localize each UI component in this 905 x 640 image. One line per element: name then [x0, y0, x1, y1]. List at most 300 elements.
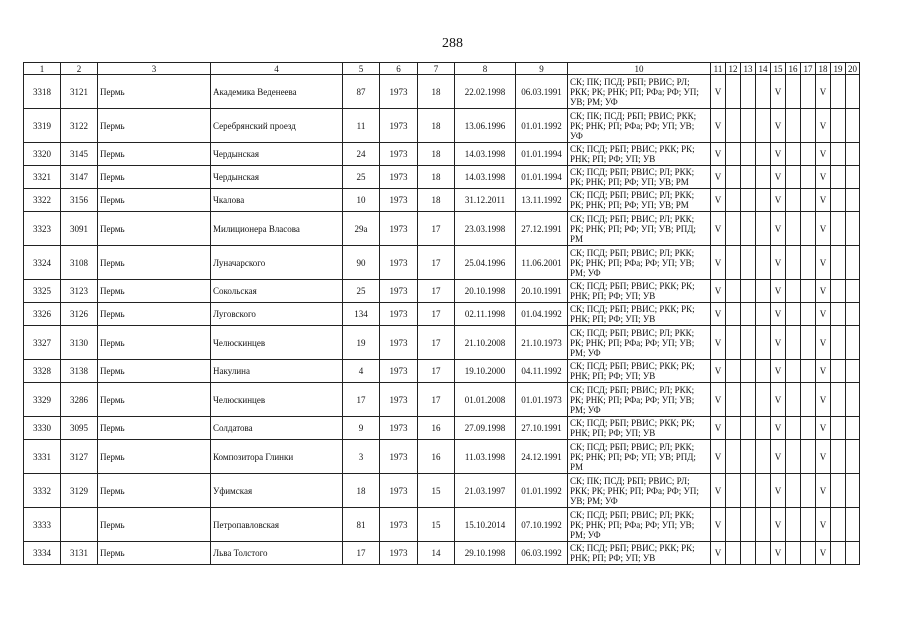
cell-mark-17	[801, 166, 816, 189]
cell-house-number: 19	[343, 326, 380, 360]
cell-house-number: 3	[343, 440, 380, 474]
cell-mark-13	[741, 109, 756, 143]
cell-codes: СК; ПСД; РБП; РВИС; РКК; РК; РНК; РП; РФ; УП; УВ	[568, 303, 711, 326]
cell-date-2: 11.06.2001	[516, 246, 568, 280]
cell-mark-20	[846, 417, 860, 440]
cell-mark-13	[741, 417, 756, 440]
cell-date-2: 01.01.1992	[516, 109, 568, 143]
cell-street: Льва Толстого	[211, 542, 343, 565]
cell-mark-19	[831, 508, 846, 542]
cell-mark-18: V	[816, 474, 831, 508]
column-header-6: 6	[380, 63, 418, 75]
cell-street: Сокольская	[211, 280, 343, 303]
cell-mark-14	[756, 212, 771, 246]
cell-mark-12	[726, 75, 741, 109]
table-row	[24, 212, 860, 246]
cell-mark-12	[726, 212, 741, 246]
column-header-5: 5	[343, 63, 380, 75]
cell-codes: СК; ПСД; РБП; РВИС; РЛ; РКК; РК; РНК; РП; РФа; РФ; УП; УВ; РМ; УФ	[568, 508, 711, 542]
cell-row-number: 3330	[24, 417, 61, 440]
cell-mark-13	[741, 440, 756, 474]
cell-mark-14	[756, 109, 771, 143]
cell-house-number: 17	[343, 383, 380, 417]
cell-mark-14	[756, 246, 771, 280]
cell-mark-16	[786, 360, 801, 383]
cell-house-number: 25	[343, 280, 380, 303]
cell-mark-17	[801, 474, 816, 508]
column-header-11: 11	[711, 63, 726, 75]
column-header-7: 7	[418, 63, 455, 75]
cell-year: 1973	[380, 212, 418, 246]
cell-mark-18: V	[816, 143, 831, 166]
cell-codes: СК; ПСД; РБП; РВИС; РЛ; РКК; РК; РНК; РП; РФа; РФ; УП; УВ; РМ; УФ	[568, 246, 711, 280]
cell-column-7-value: 15	[418, 474, 455, 508]
cell-mark-15: V	[771, 440, 786, 474]
cell-mark-12	[726, 303, 741, 326]
cell-date-1: 01.01.2008	[455, 383, 516, 417]
cell-city: Пермь	[98, 166, 211, 189]
cell-mark-12	[726, 143, 741, 166]
cell-mark-14	[756, 326, 771, 360]
cell-mark-16	[786, 383, 801, 417]
cell-codes: СК; ПК; ПСД; РБП; РВИС; РЛ; РКК; РК; РНК; РП; РФа; РФ; УП; УВ; РМ; УФ	[568, 474, 711, 508]
cell-mark-16	[786, 508, 801, 542]
column-header-1: 1	[24, 63, 61, 75]
cell-mark-16	[786, 440, 801, 474]
cell-date-1: 21.10.2008	[455, 326, 516, 360]
cell-row-number: 3318	[24, 75, 61, 109]
cell-mark-19	[831, 360, 846, 383]
cell-column-7-value: 17	[418, 280, 455, 303]
cell-mark-18: V	[816, 166, 831, 189]
cell-mark-13	[741, 383, 756, 417]
cell-record-id: 3095	[61, 417, 98, 440]
registry-table	[23, 62, 860, 565]
cell-mark-14	[756, 280, 771, 303]
cell-row-number: 3322	[24, 189, 61, 212]
cell-column-7-value: 17	[418, 326, 455, 360]
cell-record-id: 3156	[61, 189, 98, 212]
cell-mark-17	[801, 280, 816, 303]
cell-codes: СК; ПСД; РБП; РВИС; РЛ; РКК; РК; РНК; РП; РФ; УП; УВ; РПД; РМ	[568, 440, 711, 474]
cell-mark-18: V	[816, 326, 831, 360]
cell-date-1: 27.09.1998	[455, 417, 516, 440]
cell-mark-19	[831, 189, 846, 212]
cell-street: Композитора Глинки	[211, 440, 343, 474]
cell-column-7-value: 18	[418, 75, 455, 109]
cell-city: Пермь	[98, 280, 211, 303]
cell-mark-12	[726, 189, 741, 212]
cell-mark-14	[756, 360, 771, 383]
cell-mark-14	[756, 542, 771, 565]
cell-house-number: 17	[343, 542, 380, 565]
cell-mark-18: V	[816, 542, 831, 565]
cell-mark-16	[786, 280, 801, 303]
cell-record-id: 3131	[61, 542, 98, 565]
cell-row-number: 3327	[24, 326, 61, 360]
cell-mark-17	[801, 189, 816, 212]
cell-mark-13	[741, 303, 756, 326]
cell-mark-15: V	[771, 417, 786, 440]
cell-row-number: 3329	[24, 383, 61, 417]
cell-date-2: 01.01.1992	[516, 474, 568, 508]
cell-mark-15: V	[771, 189, 786, 212]
column-header-9: 9	[516, 63, 568, 75]
cell-row-number: 3319	[24, 109, 61, 143]
cell-row-number: 3332	[24, 474, 61, 508]
cell-date-1: 02.11.1998	[455, 303, 516, 326]
cell-column-7-value: 15	[418, 508, 455, 542]
cell-mark-12	[726, 280, 741, 303]
cell-mark-18: V	[816, 440, 831, 474]
cell-mark-13	[741, 326, 756, 360]
cell-mark-14	[756, 75, 771, 109]
cell-date-1: 13.06.1996	[455, 109, 516, 143]
cell-mark-12	[726, 417, 741, 440]
cell-mark-19	[831, 417, 846, 440]
cell-mark-20	[846, 440, 860, 474]
cell-year: 1973	[380, 189, 418, 212]
cell-mark-15: V	[771, 109, 786, 143]
cell-mark-12	[726, 360, 741, 383]
cell-mark-11: V	[711, 383, 726, 417]
cell-column-7-value: 18	[418, 189, 455, 212]
cell-city: Пермь	[98, 212, 211, 246]
cell-mark-18: V	[816, 360, 831, 383]
table-row	[24, 303, 860, 326]
cell-mark-18: V	[816, 417, 831, 440]
cell-record-id: 3147	[61, 166, 98, 189]
cell-mark-18: V	[816, 508, 831, 542]
cell-mark-16	[786, 303, 801, 326]
cell-year: 1973	[380, 474, 418, 508]
cell-year: 1973	[380, 280, 418, 303]
cell-mark-11: V	[711, 417, 726, 440]
cell-mark-17	[801, 109, 816, 143]
table-row	[24, 383, 860, 417]
cell-mark-13	[741, 360, 756, 383]
cell-date-2: 01.01.1994	[516, 166, 568, 189]
cell-date-2: 27.10.1991	[516, 417, 568, 440]
column-header-12: 12	[726, 63, 741, 75]
cell-column-7-value: 14	[418, 542, 455, 565]
cell-city: Пермь	[98, 189, 211, 212]
cell-codes: СК; ПСД; РБП; РВИС; РКК; РК; РНК; РП; РФ; УП; УВ	[568, 417, 711, 440]
cell-record-id: 3286	[61, 383, 98, 417]
cell-year: 1973	[380, 75, 418, 109]
cell-mark-13	[741, 280, 756, 303]
cell-mark-16	[786, 75, 801, 109]
cell-column-7-value: 18	[418, 109, 455, 143]
table-row	[24, 109, 860, 143]
cell-mark-11: V	[711, 474, 726, 508]
cell-mark-19	[831, 75, 846, 109]
cell-mark-11: V	[711, 143, 726, 166]
cell-year: 1973	[380, 440, 418, 474]
cell-date-1: 14.03.1998	[455, 166, 516, 189]
cell-mark-15: V	[771, 474, 786, 508]
cell-mark-18: V	[816, 303, 831, 326]
cell-year: 1973	[380, 303, 418, 326]
cell-mark-18: V	[816, 212, 831, 246]
cell-house-number: 90	[343, 246, 380, 280]
table-row	[24, 75, 860, 109]
cell-mark-19	[831, 303, 846, 326]
cell-mark-14	[756, 143, 771, 166]
cell-mark-11: V	[711, 109, 726, 143]
table-row	[24, 474, 860, 508]
cell-mark-11: V	[711, 508, 726, 542]
cell-mark-12	[726, 383, 741, 417]
cell-mark-19	[831, 440, 846, 474]
cell-mark-14	[756, 474, 771, 508]
cell-mark-12	[726, 246, 741, 280]
cell-year: 1973	[380, 326, 418, 360]
cell-mark-15: V	[771, 383, 786, 417]
cell-row-number: 3326	[24, 303, 61, 326]
cell-mark-13	[741, 212, 756, 246]
cell-year: 1973	[380, 109, 418, 143]
cell-codes: СК; ПК; ПСД; РБП; РВИС; РКК; РК; РНК; РП; РФа; РФ; УП; УВ; УФ	[568, 109, 711, 143]
cell-codes: СК; ПК; ПСД; РБП; РВИС; РЛ; РКК; РК; РНК; РП; РФа; РФ; УП; УВ; РМ; УФ	[568, 75, 711, 109]
cell-row-number: 3333	[24, 508, 61, 542]
cell-city: Пермь	[98, 508, 211, 542]
cell-street: Чердынская	[211, 166, 343, 189]
cell-mark-14	[756, 508, 771, 542]
table-row	[24, 143, 860, 166]
cell-mark-13	[741, 508, 756, 542]
cell-mark-11: V	[711, 440, 726, 474]
cell-street: Серебрянский проезд	[211, 109, 343, 143]
cell-mark-14	[756, 166, 771, 189]
cell-mark-20	[846, 109, 860, 143]
table-row	[24, 360, 860, 383]
cell-mark-17	[801, 75, 816, 109]
cell-mark-20	[846, 508, 860, 542]
cell-mark-18: V	[816, 246, 831, 280]
cell-mark-18: V	[816, 109, 831, 143]
cell-record-id: 3126	[61, 303, 98, 326]
cell-mark-17	[801, 326, 816, 360]
cell-column-7-value: 18	[418, 143, 455, 166]
table-row	[24, 417, 860, 440]
cell-row-number: 3331	[24, 440, 61, 474]
cell-date-1: 29.10.1998	[455, 542, 516, 565]
column-header-3: 3	[98, 63, 211, 75]
cell-mark-20	[846, 383, 860, 417]
cell-mark-15: V	[771, 143, 786, 166]
cell-mark-18: V	[816, 75, 831, 109]
cell-record-id: 3122	[61, 109, 98, 143]
cell-year: 1973	[380, 246, 418, 280]
cell-mark-17	[801, 383, 816, 417]
cell-mark-19	[831, 246, 846, 280]
cell-mark-20	[846, 280, 860, 303]
column-header-20: 20	[846, 63, 860, 75]
cell-record-id: 3138	[61, 360, 98, 383]
cell-record-id: 3145	[61, 143, 98, 166]
cell-house-number: 18	[343, 474, 380, 508]
cell-mark-17	[801, 440, 816, 474]
cell-mark-17	[801, 143, 816, 166]
cell-city: Пермь	[98, 326, 211, 360]
cell-year: 1973	[380, 143, 418, 166]
cell-mark-15: V	[771, 246, 786, 280]
cell-street: Луначарского	[211, 246, 343, 280]
cell-record-id: 3129	[61, 474, 98, 508]
cell-mark-20	[846, 303, 860, 326]
cell-mark-15: V	[771, 75, 786, 109]
cell-city: Пермь	[98, 542, 211, 565]
cell-mark-12	[726, 508, 741, 542]
cell-date-1: 21.03.1997	[455, 474, 516, 508]
table-row	[24, 326, 860, 360]
cell-codes: СК; ПСД; РБП; РВИС; РКК; РК; РНК; РП; РФ; УП; УВ	[568, 143, 711, 166]
cell-mark-15: V	[771, 542, 786, 565]
cell-year: 1973	[380, 508, 418, 542]
cell-mark-20	[846, 166, 860, 189]
cell-house-number: 87	[343, 75, 380, 109]
cell-mark-20	[846, 326, 860, 360]
cell-city: Пермь	[98, 360, 211, 383]
cell-mark-11: V	[711, 542, 726, 565]
column-header-10: 10	[568, 63, 711, 75]
cell-row-number: 3323	[24, 212, 61, 246]
cell-row-number: 3328	[24, 360, 61, 383]
cell-record-id: 3123	[61, 280, 98, 303]
cell-date-2: 27.12.1991	[516, 212, 568, 246]
cell-street: Солдатова	[211, 417, 343, 440]
cell-date-1: 20.10.1998	[455, 280, 516, 303]
cell-mark-11: V	[711, 280, 726, 303]
cell-house-number: 9	[343, 417, 380, 440]
cell-year: 1973	[380, 542, 418, 565]
cell-street: Челюскинцев	[211, 326, 343, 360]
cell-date-2: 04.11.1992	[516, 360, 568, 383]
column-header-2: 2	[61, 63, 98, 75]
cell-street: Уфимская	[211, 474, 343, 508]
table-row	[24, 166, 860, 189]
cell-mark-13	[741, 246, 756, 280]
table-body	[24, 75, 860, 565]
cell-date-2: 01.01.1973	[516, 383, 568, 417]
cell-mark-16	[786, 326, 801, 360]
cell-codes: СК; ПСД; РБП; РВИС; РКК; РК; РНК; РП; РФ; УП; УВ	[568, 280, 711, 303]
cell-house-number: 134	[343, 303, 380, 326]
cell-house-number: 25	[343, 166, 380, 189]
cell-mark-12	[726, 474, 741, 508]
cell-city: Пермь	[98, 143, 211, 166]
cell-mark-11: V	[711, 189, 726, 212]
cell-mark-19	[831, 212, 846, 246]
cell-mark-13	[741, 143, 756, 166]
cell-street: Челюскинцев	[211, 383, 343, 417]
cell-date-2: 06.03.1992	[516, 542, 568, 565]
column-header-18: 18	[816, 63, 831, 75]
cell-date-2: 07.10.1992	[516, 508, 568, 542]
cell-mark-12	[726, 166, 741, 189]
cell-mark-19	[831, 280, 846, 303]
cell-row-number: 3325	[24, 280, 61, 303]
cell-date-1: 31.12.2011	[455, 189, 516, 212]
cell-mark-14	[756, 440, 771, 474]
cell-street: Чкалова	[211, 189, 343, 212]
cell-house-number: 24	[343, 143, 380, 166]
cell-column-7-value: 16	[418, 417, 455, 440]
cell-column-7-value: 17	[418, 303, 455, 326]
cell-mark-12	[726, 109, 741, 143]
cell-mark-13	[741, 166, 756, 189]
cell-mark-11: V	[711, 212, 726, 246]
cell-mark-11: V	[711, 303, 726, 326]
cell-city: Пермь	[98, 474, 211, 508]
cell-mark-11: V	[711, 360, 726, 383]
cell-date-2: 20.10.1991	[516, 280, 568, 303]
cell-mark-14	[756, 189, 771, 212]
cell-mark-16	[786, 166, 801, 189]
cell-record-id: 3108	[61, 246, 98, 280]
cell-date-1: 25.04.1996	[455, 246, 516, 280]
column-header-15: 15	[771, 63, 786, 75]
cell-date-2: 21.10.1973	[516, 326, 568, 360]
cell-mark-17	[801, 417, 816, 440]
cell-date-1: 14.03.1998	[455, 143, 516, 166]
table-row	[24, 246, 860, 280]
cell-mark-15: V	[771, 303, 786, 326]
cell-mark-12	[726, 542, 741, 565]
cell-year: 1973	[380, 417, 418, 440]
cell-mark-16	[786, 109, 801, 143]
cell-street: Петропавловская	[211, 508, 343, 542]
table-row	[24, 542, 860, 565]
cell-street: Милиционера Власова	[211, 212, 343, 246]
cell-mark-15: V	[771, 326, 786, 360]
cell-mark-13	[741, 189, 756, 212]
table-row	[24, 440, 860, 474]
cell-mark-13	[741, 474, 756, 508]
cell-mark-14	[756, 383, 771, 417]
cell-record-id: 3127	[61, 440, 98, 474]
column-header-19: 19	[831, 63, 846, 75]
cell-mark-11: V	[711, 166, 726, 189]
cell-house-number: 4	[343, 360, 380, 383]
cell-mark-16	[786, 542, 801, 565]
cell-mark-20	[846, 246, 860, 280]
table-row	[24, 508, 860, 542]
cell-row-number: 3324	[24, 246, 61, 280]
cell-mark-11: V	[711, 75, 726, 109]
cell-mark-13	[741, 75, 756, 109]
cell-mark-20	[846, 360, 860, 383]
cell-mark-19	[831, 143, 846, 166]
cell-codes: СК; ПСД; РБП; РВИС; РЛ; РКК; РК; РНК; РП; РФ; УП; УВ; РМ	[568, 166, 711, 189]
cell-mark-17	[801, 542, 816, 565]
cell-year: 1973	[380, 360, 418, 383]
column-header-13: 13	[741, 63, 756, 75]
cell-mark-18: V	[816, 280, 831, 303]
cell-mark-19	[831, 166, 846, 189]
cell-date-1: 11.03.1998	[455, 440, 516, 474]
cell-mark-17	[801, 508, 816, 542]
cell-record-id: 3091	[61, 212, 98, 246]
cell-city: Пермь	[98, 417, 211, 440]
cell-date-1: 15.10.2014	[455, 508, 516, 542]
page-number: 288	[442, 36, 463, 51]
cell-date-1: 19.10.2000	[455, 360, 516, 383]
cell-codes: СК; ПСД; РБП; РВИС; РЛ; РКК; РК; РНК; РП; РФа; РФ; УП; УВ; РМ; УФ	[568, 383, 711, 417]
cell-mark-15: V	[771, 508, 786, 542]
cell-mark-14	[756, 417, 771, 440]
